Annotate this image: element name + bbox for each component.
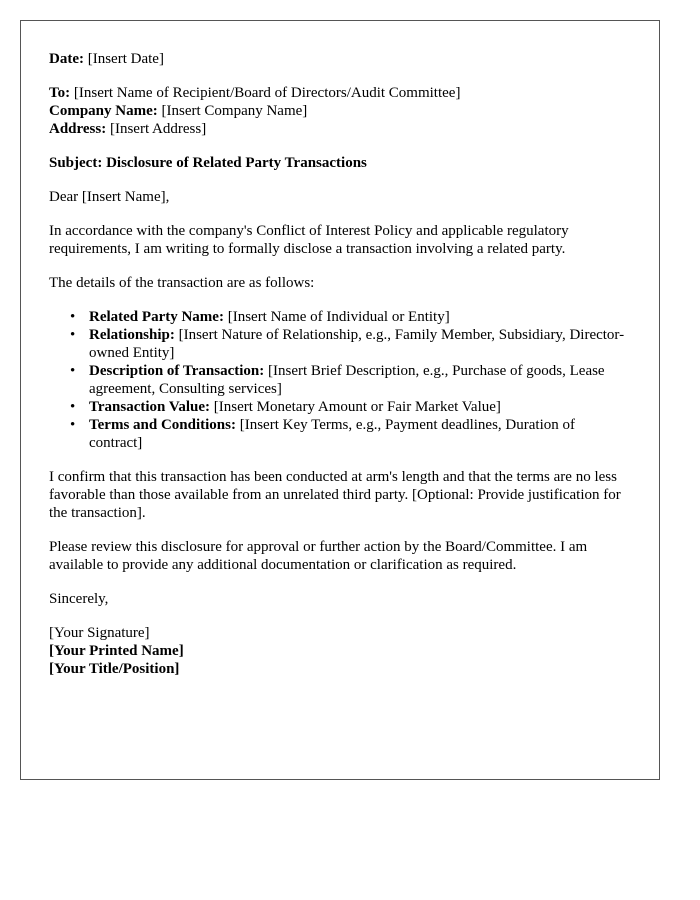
subject-line [49,154,631,172]
intro-paragraph: In accordance with the company's Conflict of Interest Policy and applicable regulatory requirements, I am writing to formally disclose a transaction involving a related party. [49,223,569,257]
to-label: To: [49,85,71,101]
printed-name: [Your Printed Name] [49,643,184,659]
salutation: Dear [Insert Name], [49,189,170,205]
detail-value: [Insert Key Terms, e.g., Payment deadlines, Duration of contract] [89,417,575,451]
company-label: Company Name: [49,103,158,119]
bullet-icon: • [70,399,76,415]
detail-label: Terms and Conditions: [89,417,236,433]
to-value: [Insert Name of Recipient/Board of Directors/Audit Committee] [73,85,461,101]
date-line [49,50,631,68]
detail-item-value [70,398,631,416]
address-value: [Insert Address] [109,121,207,137]
address-label: Address: [49,121,107,137]
closing: Sincerely, [49,591,109,607]
title-line [49,660,631,678]
detail-label: Relationship: [89,327,175,343]
detail-item-related-party [70,308,631,326]
bullet-icon: • [70,327,76,343]
details-intro: The details of the transaction are as follows: [49,275,315,291]
signature-line: [Your Signature] [49,625,150,641]
detail-label: Description of Transaction: [89,363,265,379]
recipient-block [49,84,631,138]
date-label: Date: [49,51,84,67]
company-value: [Insert Company Name] [161,103,308,119]
review-paragraph: Please review this disclosure for approval or further action by the Board/Committee. I am available to provide any additional documentation or clarification as required. [49,539,588,573]
detail-item-relationship [70,326,631,362]
address-line [49,120,631,138]
detail-label: Related Party Name: [89,309,224,325]
bullet-icon: • [70,309,76,325]
bullet-icon: • [70,417,76,433]
subject-text: Subject: Disclosure of Related Party Transactions [49,155,367,171]
detail-value: [Insert Name of Individual or Entity] [227,309,450,325]
signature-block [49,624,631,678]
detail-item-terms [70,416,631,452]
detail-item-description [70,362,631,398]
printed-name-line [49,642,631,660]
company-line [49,102,631,120]
detail-label: Transaction Value: [89,399,210,415]
bullet-icon: • [70,363,76,379]
letter-page [20,20,660,780]
details-list [49,308,631,452]
detail-value: [Insert Brief Description, e.g., Purchase of goods, Lease agreement, Consulting services] [89,363,605,397]
detail-value: [Insert Monetary Amount or Fair Market Value] [213,399,501,415]
confirmation-paragraph: I confirm that this transaction has been conducted at arm's length and that the terms are no less favorable than those available from an unrelated third party. [Optional: Provide justification for the transaction]. [49,469,621,521]
detail-value: [Insert Nature of Relationship, e.g., Family Member, Subsidiary, Director-owned Entity] [89,327,625,361]
title-position: [Your Title/Position] [49,661,180,677]
to-line [49,84,631,102]
date-value: [Insert Date] [87,51,164,67]
